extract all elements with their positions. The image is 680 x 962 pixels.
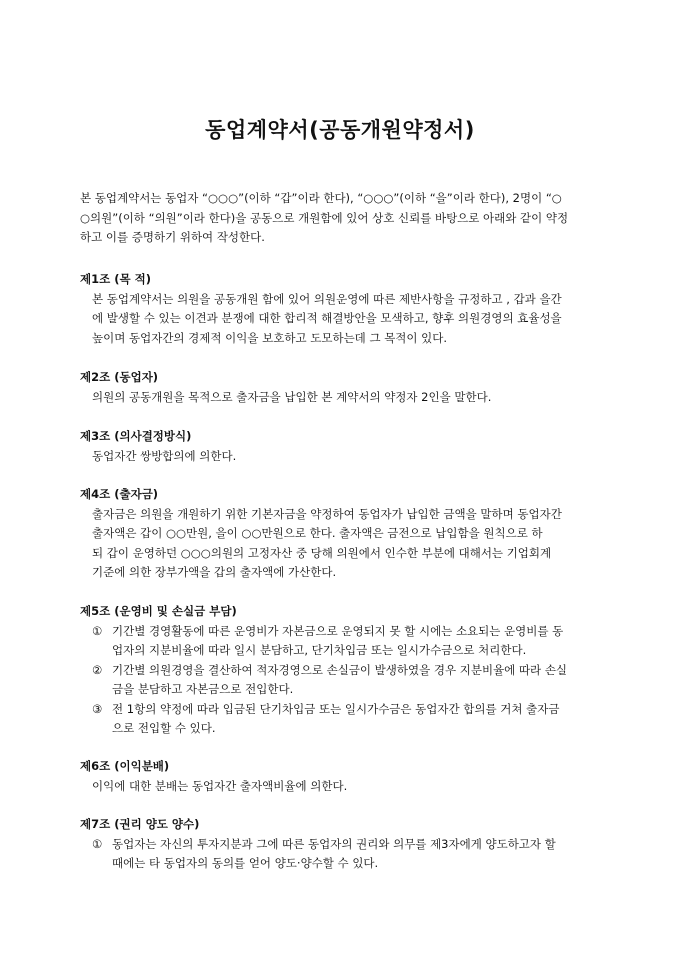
article-6 [80, 757, 600, 796]
item-number: ① [92, 836, 103, 851]
article-5 [80, 602, 600, 739]
intro-line: 본 동업계약서는 동업자 “○○○”(이하 “갑”이라 한다), “○○○”(이하 “을”이라 한다), 2명이 “○ [80, 191, 562, 205]
article-heading: 제6조 (이익분배) [80, 759, 170, 773]
document-title: 동업계약서(공동개원약정서) [205, 118, 475, 142]
article-line: 의원의 공동개원을 목적으로 출자금을 납입한 본 계약서의 약정자 2인을 말한다. [92, 389, 492, 404]
article-heading: 제1조 (목 적) [80, 272, 151, 286]
intro-line: ○의원”(이하 “의원”이라 한다)을 공동으로 개원함에 있어 상호 신뢰를 바탕으로 아래와 같이 약정 [80, 210, 569, 225]
intro-paragraph [80, 189, 600, 248]
article-line: 출자액은 갑이 ○○만원, 을이 ○○만원으로 한다. 출자액은 금전으로 납입함을 원칙으로 하 [92, 526, 543, 540]
article-1 [80, 270, 600, 348]
article-line: 높이며 동업자간의 경제적 이익을 보호하고 도모하는데 그 목적이 있다. [92, 330, 448, 345]
item-line: 기간별 경영활동에 따른 운영비가 자본금으로 운영되지 못 할 시에는 소요되는 운영비를 동 [112, 623, 564, 638]
item-line: 기간별 의원경영을 결산하여 적자경영으로 손실금이 발생하였을 경우 지분비율에 따라 손실 [112, 662, 568, 677]
item-number: ③ [92, 701, 103, 716]
article-line: 출자금은 의원을 개원하기 위한 기본자금을 약정하여 동업자가 납입한 금액을 말하며 동업자간 [92, 506, 562, 521]
article-4 [80, 485, 600, 583]
list-item [80, 835, 600, 874]
item-line: 전 1항의 약정에 따라 입금된 단기차입금 또는 일시가수금은 동업자간 합의를 거쳐 출자금 [112, 701, 560, 716]
article-heading: 제2조 (동업자) [80, 370, 159, 384]
item-number: ② [92, 662, 103, 677]
item-line: 동업자는 자신의 투자지분과 그에 따른 동업자의 권리와 의무를 제3자에게 양도하고자 할 [112, 836, 556, 851]
article-line: 기준에 의한 장부가액을 갑의 출자액에 가산한다. [92, 565, 337, 579]
item-line: 으로 전입할 수 있다. [112, 721, 216, 735]
article-2 [80, 368, 600, 407]
item-line: 업자의 지분비율에 따라 일시 분담하고, 단기차입금 또는 일시가수금으로 처리한다. [112, 643, 527, 657]
article-line: 에 발생할 수 있는 이견과 분쟁에 대한 합리적 해결방안을 모색하고, 향후 의원경영의 효율성을 [92, 311, 562, 325]
article-line: 본 동업계약서는 의원을 공동개원 함에 있어 의원운영에 따른 제반사항을 규정하고 , 갑과 을간 [92, 291, 562, 306]
list-item [80, 622, 600, 661]
article-7 [80, 815, 600, 874]
item-line: 때에는 타 동업자의 동의를 얻어 양도·양수할 수 있다. [112, 856, 379, 870]
intro-line: 하고 이를 증명하기 위하여 작성한다. [80, 230, 265, 244]
article-heading: 제3조 (의사결정방식) [80, 429, 192, 443]
article-heading: 제5조 (운영비 및 손실금 부담) [80, 604, 237, 618]
item-line: 금을 분담하고 자본금으로 전입한다. [112, 682, 294, 696]
article-3 [80, 427, 600, 466]
list-item [80, 700, 600, 739]
article-line: 이익에 대한 분배는 동업자간 출자액비율에 의한다. [92, 778, 348, 793]
item-number: ① [92, 623, 103, 638]
article-heading: 제4조 (출자금) [80, 487, 159, 501]
list-item [80, 661, 600, 700]
article-line: 되 갑이 운영하던 ○○○의원의 고정자산 중 당해 의원에서 인수한 부분에 대해서는 기업회계 [92, 545, 552, 560]
article-heading: 제7조 (권리 양도 양수) [80, 817, 200, 831]
article-line: 동업자간 쌍방합의에 의한다. [92, 448, 237, 463]
